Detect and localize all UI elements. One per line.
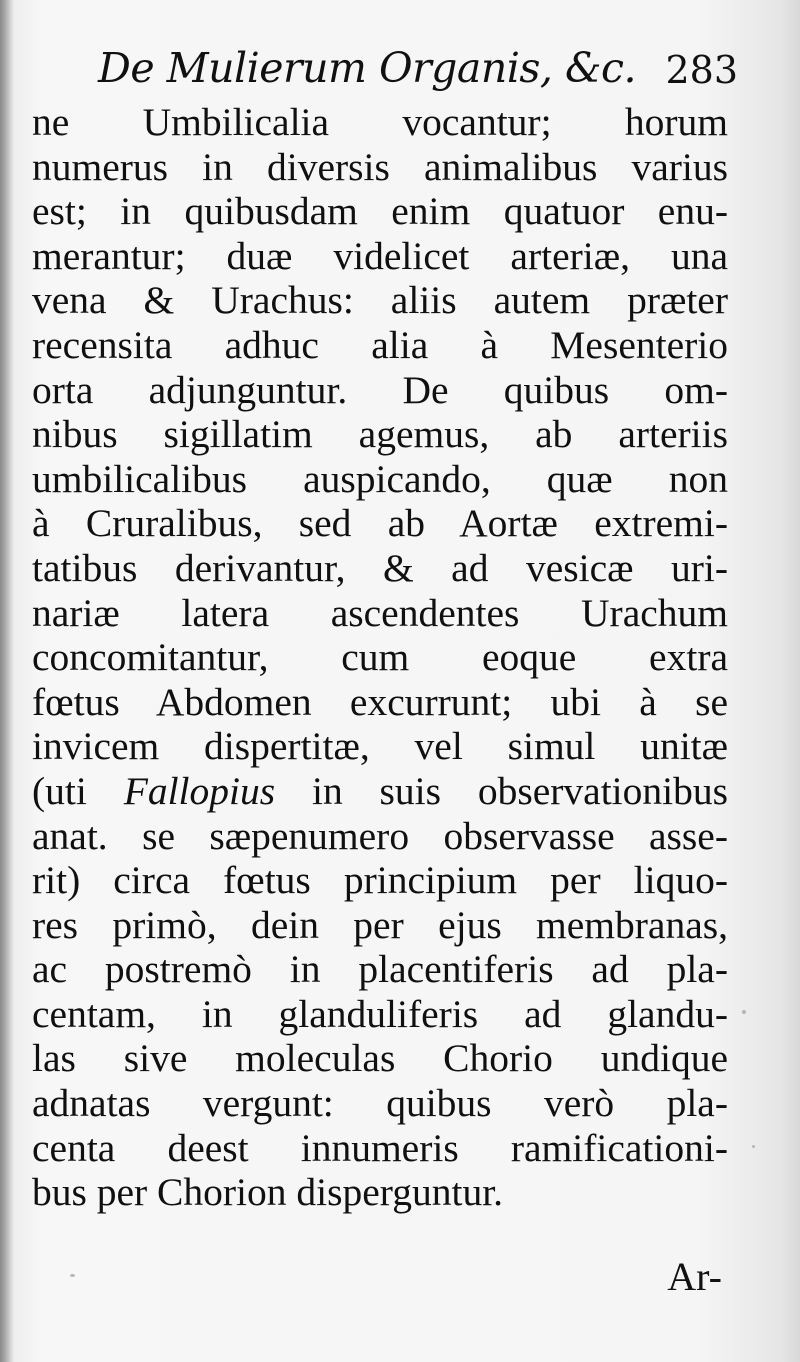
text-line-6: recensita adhuc alia à Mesenterio [32,322,728,367]
text-line-14: fœtus Abdomen excurrunt; ubi à se [32,679,728,724]
text-line-4: merantur; duæ videlicet arteriæ, una [32,233,728,278]
text-line-13: concomitantur, cum eoque extra [32,635,728,680]
page-number: 283 [665,48,738,92]
page-header [98,40,738,100]
catchword: Ar- [667,1254,722,1299]
text-line-17: anat. se sæpenumero observasse asse- [32,813,728,858]
text-line-11: tatibus derivantur, & ad vesicæ uri- [32,545,728,590]
text-line-21: centam, in glanduliferis ad glandu- [32,991,728,1036]
text-line-12: nariæ latera ascendentes Urachum [32,590,728,635]
text-line-24: centa deest innumeris ramificationi- [32,1125,728,1170]
text-line-10: à Cruralibus, sed ab Aortæ extremi- [32,501,728,546]
text-line-7: orta adjunguntur. De quibus om- [32,367,728,412]
body-text [32,100,728,1215]
text-line-19: res primò, dein per ejus membranas, [32,902,728,947]
text-line-23: adnatas vergunt: quibus verò pla- [32,1081,728,1126]
text-line-16-start: (uti [32,768,124,813]
text-line-2: numerus in diversis animalibus varius [32,144,728,189]
text-line-1: ne Umbilicalia vocantur; horum [32,100,728,144]
paper-speck [70,1274,75,1277]
paper-speck [742,1010,746,1014]
text-line-22: las sive moleculas Chorio undique [32,1036,728,1081]
text-line-15: invicem dispertitæ, vel simul unitæ [32,724,728,769]
running-head: De Mulierum Organis, &c. [98,44,636,92]
author-name-fallopius: Fallopius [123,768,276,813]
text-line-20: ac postremò in placentiferis ad pla- [32,947,728,992]
text-line-9: umbilicalibus auspicando, quæ non [32,456,728,501]
text-line-8: nibus sigillatim agemus, ab arteriis [32,412,728,457]
text-line-18: rit) circa fœtus principium per liquo- [32,858,728,903]
page-gutter-shadow [0,0,14,1362]
paper-speck [752,1145,755,1148]
text-line-16 [32,769,728,814]
text-line-5: vena & Urachus: aliis autem præter [32,278,728,323]
text-line-3: est; in quibusdam enim quatuor enu- [32,189,728,234]
text-line-25: bus per Chorion disperguntur. [32,1170,504,1215]
text-line-16-end: in suis observationibus [275,768,728,813]
